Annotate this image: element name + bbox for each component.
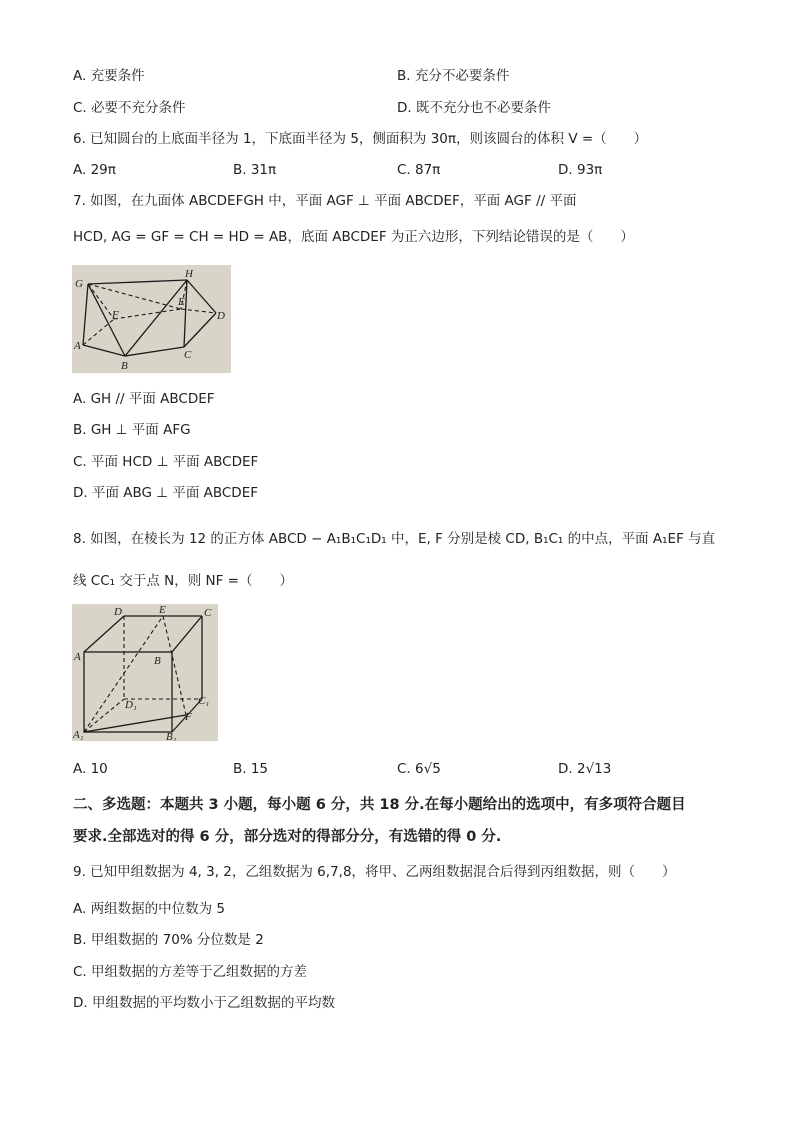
label-e: E (159, 604, 166, 616)
label-d1: D₁ (125, 699, 137, 711)
q7-stem-line1: 7. 如图，在九面体 ABCDEFGH 中，平面 AGF ⊥ 平面 ABCDEF，平面 AGF // 平面 (73, 193, 577, 209)
label-c1: C₁ (198, 695, 210, 707)
q5-option-a: A. 充要条件 (73, 68, 145, 84)
q8-stem-line2: 线 CC₁ 交于点 N，则 NF =（ ） (73, 573, 293, 589)
q7-option-a: A. GH // 平面 ABCDEF (73, 391, 215, 407)
label-d: D (114, 606, 122, 618)
label-d: D (217, 310, 225, 322)
section2-heading-line1: 二、多选题：本题共 3 小题，每小题 6 分，共 18 分.在每小题给出的选项中，有多项符合题目 (73, 797, 686, 813)
q7-figure (72, 265, 231, 373)
q6-option-b: B. 31π (233, 162, 277, 178)
label-b: B (154, 655, 161, 667)
q9-option-c: C. 甲组数据的方差等于乙组数据的方差 (73, 964, 308, 980)
q8-option-a: A. 10 (73, 761, 108, 777)
label-f: F (185, 711, 192, 723)
label-f: F (112, 309, 119, 321)
label-e: E (178, 296, 185, 308)
q6-option-a: A. 29π (73, 162, 116, 178)
label-c: C (204, 607, 212, 619)
nonahedron-diagram (72, 265, 231, 373)
label-b1: B₁ (166, 731, 177, 741)
q5-option-c: C. 必要不充分条件 (73, 100, 186, 116)
q5-option-d: D. 既不充分也不必要条件 (397, 100, 551, 116)
q6-option-d: D. 93π (558, 162, 603, 178)
label-a1: A₁ (73, 729, 84, 741)
q8-option-b: B. 15 (233, 761, 269, 777)
label-c: C (184, 349, 192, 361)
q9-option-b: B. 甲组数据的 70% 分位数是 2 (73, 932, 264, 948)
q8-option-c: C. 6√5 (397, 761, 441, 777)
q7-option-d: D. 平面 ABG ⊥ 平面 ABCDEF (73, 485, 258, 501)
q6-option-c: C. 87π (397, 162, 441, 178)
label-g: G (75, 278, 83, 290)
cube-diagram (72, 604, 218, 741)
q8-option-d: D. 2√13 (558, 761, 612, 777)
q9-stem: 9. 已知甲组数据为 4, 3, 2，乙组数据为 6,7,8，将甲、乙两组数据混合后得到丙组数据，则（ ） (73, 864, 676, 880)
q7-option-b: B. GH ⊥ 平面 AFG (73, 422, 191, 438)
label-b: B (121, 360, 128, 372)
q9-option-d: D. 甲组数据的平均数小于乙组数据的平均数 (73, 995, 335, 1011)
section2-heading-line2: 要求.全部选对的得 6 分，部分选对的得部分分，有选错的得 0 分. (73, 829, 502, 845)
q8-figure (72, 604, 218, 741)
q8-stem-line1: 8. 如图，在棱长为 12 的正方体 ABCD − A₁B₁C₁D₁ 中，E, F 分别是棱 CD, B₁C₁ 的中点，平面 A₁EF 与直 (73, 531, 716, 547)
label-a: A (74, 340, 81, 352)
label-h: H (185, 268, 193, 280)
q7-stem-line2: HCD, AG = GF = CH = HD = AB，底面 ABCDEF 为正六边形，下列结论错误的是（ ） (73, 229, 634, 245)
q5-option-b: B. 充分不必要条件 (397, 68, 510, 84)
q9-option-a: A. 两组数据的中位数为 5 (73, 901, 225, 917)
q6-stem: 6. 已知圆台的上底面半径为 1，下底面半径为 5，侧面积为 30π，则该圆台的体积 V =（ ） (73, 131, 648, 147)
label-a: A (74, 651, 81, 663)
q7-option-c: C. 平面 HCD ⊥ 平面 ABCDEF (73, 454, 259, 470)
